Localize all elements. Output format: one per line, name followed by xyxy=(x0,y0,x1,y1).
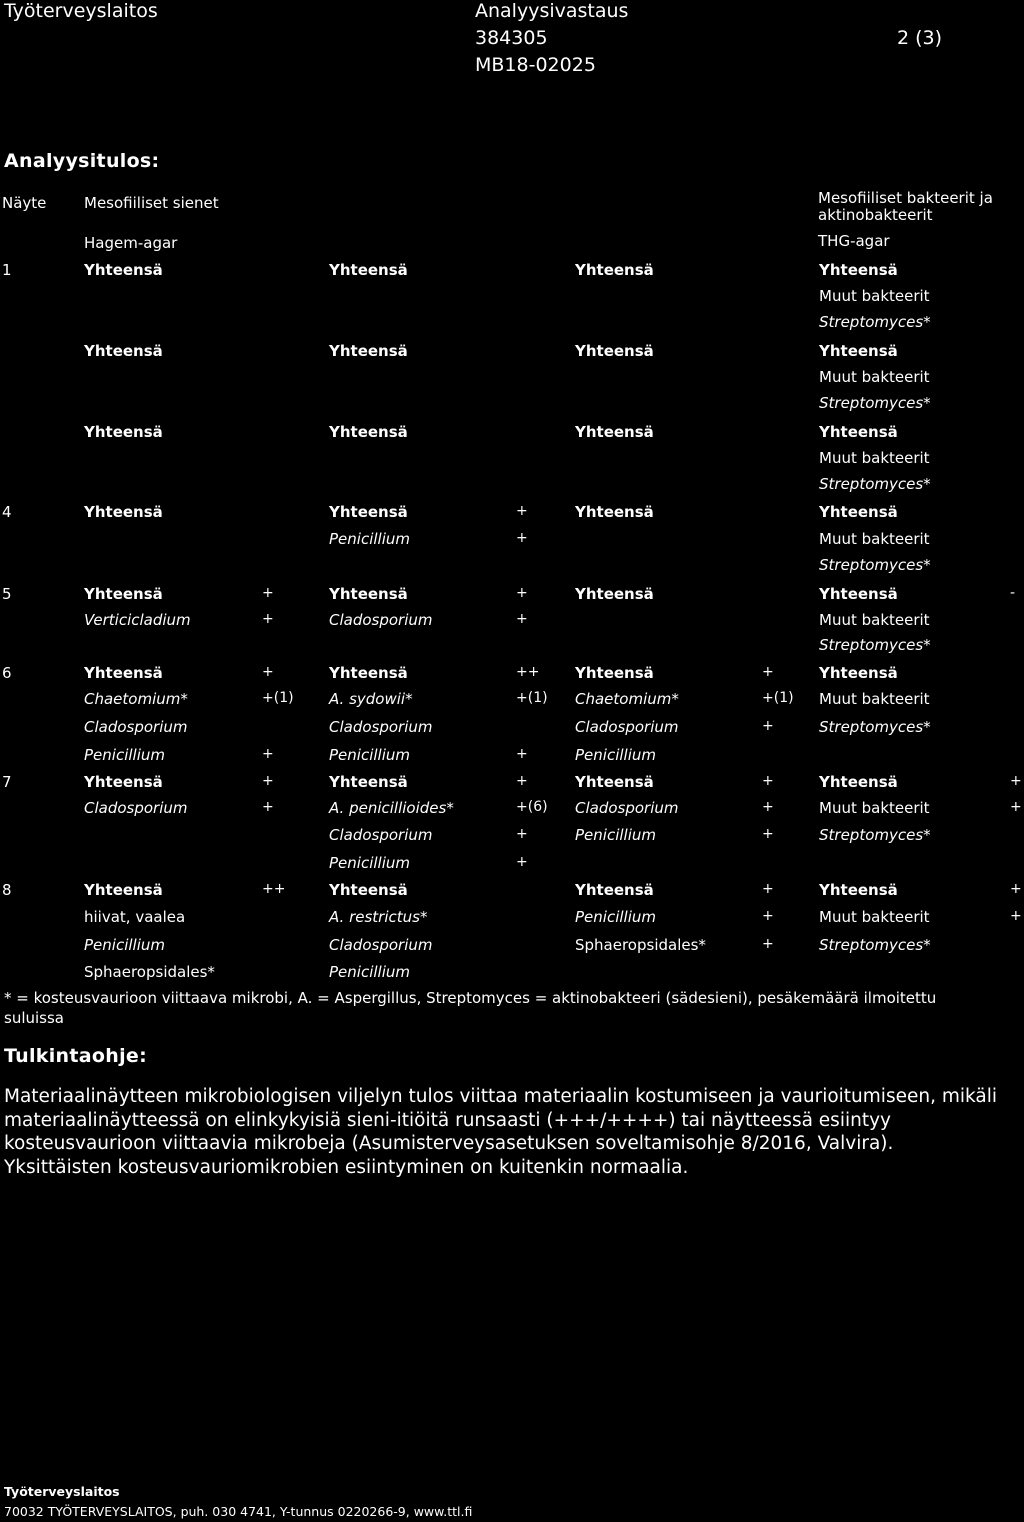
growth-level: + xyxy=(762,881,774,897)
organism-name: Penicillium xyxy=(329,854,410,872)
total-label: Yhteensä xyxy=(575,503,654,521)
growth-level: + xyxy=(516,854,528,870)
growth-level: ++ xyxy=(262,881,286,897)
total-label: Yhteensä xyxy=(329,881,408,899)
organism-name: A. restrictus* xyxy=(329,908,428,926)
sample-number: 8 xyxy=(2,881,12,899)
growth-level: + xyxy=(1010,908,1022,924)
growth-level: +(1) xyxy=(262,690,294,706)
header-number: 384305 xyxy=(475,27,548,49)
organism-name: Muut bakteerit xyxy=(819,611,930,629)
total-label: Yhteensä xyxy=(329,664,408,682)
growth-level: - xyxy=(1010,585,1016,601)
organism-name: Sphaeropsidales* xyxy=(84,963,215,981)
sample-number: 7 xyxy=(2,773,12,791)
total-label: Yhteensä xyxy=(819,881,898,899)
growth-level: + xyxy=(762,799,774,815)
organism-name: Verticicladium xyxy=(84,611,191,629)
organism-name: Penicillium xyxy=(84,746,165,764)
total-label: Yhteensä xyxy=(329,773,408,791)
growth-level: + xyxy=(762,826,774,842)
total-label: Yhteensä xyxy=(84,664,163,682)
organism-name: Streptomyces* xyxy=(819,936,931,954)
total-label: Yhteensä xyxy=(84,881,163,899)
organism-name: Penicillium xyxy=(575,908,656,926)
total-label: Yhteensä xyxy=(819,664,898,682)
growth-level: +(1) xyxy=(762,690,794,706)
growth-level: + xyxy=(262,746,274,762)
interpretation-title: Tulkintaohje: xyxy=(4,1045,147,1067)
organism-name: Cladosporium xyxy=(329,611,433,629)
column-header-bacteria: Mesofiiliset bakteerit ja aktinobakteerit xyxy=(818,189,993,224)
organism-name: Chaetomium* xyxy=(575,690,679,708)
sample-number: 5 xyxy=(2,585,12,603)
growth-level: + xyxy=(262,611,274,627)
total-label: Yhteensä xyxy=(819,423,898,441)
footnote: * = kosteusvaurioon viittaava mikrobi, A. = Aspergillus, Streptomyces = aktinobakteeri (sädesieni), pesäkemäärä ilmoitettu suluissa xyxy=(4,989,937,1027)
total-label: Yhteensä xyxy=(329,261,408,279)
total-label: Yhteensä xyxy=(84,585,163,603)
interpretation-text: Materiaalinäytteen mikrobiologisen viljelyn tulos viittaa materiaalin kostumiseen ja vaurioitumiseen, mikäli materiaalinäytteessä on elinkykyisiä sieni-itiöitä runsaasti (+++/++++) tai näytteessä esiintyy kosteusvaurioon viittaavia mikrobeja (Asumisterveysasetuksen soveltamisohje 8/2016, Valvira). Yksittäisten kosteusvauriomikrobien esiintyminen on kuitenkin normaalia. xyxy=(4,1086,997,1178)
growth-level: + xyxy=(262,773,274,789)
growth-level: + xyxy=(516,530,528,546)
growth-level: + xyxy=(1010,881,1022,897)
total-label: Yhteensä xyxy=(329,585,408,603)
organism-name: Muut bakteerit xyxy=(819,368,930,386)
growth-level: + xyxy=(262,585,274,601)
organism-name: hiivat, vaalea xyxy=(84,908,186,926)
organism-name: Streptomyces* xyxy=(819,313,931,331)
column-header-fungi-medium: Hagem-agar xyxy=(84,234,178,252)
organism-name: Cladosporium xyxy=(329,936,433,954)
growth-level: + xyxy=(762,908,774,924)
total-label: Yhteensä xyxy=(329,423,408,441)
growth-level: +(1) xyxy=(516,690,548,706)
growth-level: + xyxy=(762,718,774,734)
organism-name: Chaetomium* xyxy=(84,690,188,708)
total-label: Yhteensä xyxy=(575,881,654,899)
growth-level: + xyxy=(516,826,528,842)
growth-level: + xyxy=(516,585,528,601)
growth-level: ++ xyxy=(516,664,540,680)
footer-org: Työterveyslaitos xyxy=(4,1484,120,1499)
organism-name: Streptomyces* xyxy=(819,636,931,654)
growth-level: + xyxy=(516,773,528,789)
sample-number: 1 xyxy=(2,261,12,279)
total-label: Yhteensä xyxy=(329,342,408,360)
organism-name: Streptomyces* xyxy=(819,718,931,736)
organism-name: Cladosporium xyxy=(84,718,188,736)
organism-name: Penicillium xyxy=(329,746,410,764)
total-label: Yhteensä xyxy=(84,261,163,279)
organism-name: Sphaeropsidales* xyxy=(575,936,706,954)
column-header-bacteria-medium: THG-agar xyxy=(818,232,890,250)
total-label: Yhteensä xyxy=(819,585,898,603)
header-code: MB18-02025 xyxy=(475,54,596,76)
organism-name: Muut bakteerit xyxy=(819,287,930,305)
total-label: Yhteensä xyxy=(84,773,163,791)
growth-level: + xyxy=(762,936,774,952)
column-header-sample: Näyte xyxy=(2,194,47,212)
section-title: Analyysitulos: xyxy=(4,150,160,172)
organism-name: Muut bakteerit xyxy=(819,530,930,548)
growth-level: + xyxy=(262,799,274,815)
organism-name: Penicillium xyxy=(84,936,165,954)
organism-name: Penicillium xyxy=(575,826,656,844)
organism-name: Muut bakteerit xyxy=(819,449,930,467)
organism-name: Streptomyces* xyxy=(819,556,931,574)
total-label: Yhteensä xyxy=(575,261,654,279)
total-label: Yhteensä xyxy=(575,585,654,603)
total-label: Yhteensä xyxy=(329,503,408,521)
growth-level: + xyxy=(762,664,774,680)
total-label: Yhteensä xyxy=(84,342,163,360)
sample-number: 6 xyxy=(2,664,12,682)
growth-level: + xyxy=(516,503,528,519)
organism-name: Penicillium xyxy=(329,530,410,548)
growth-level: + xyxy=(1010,799,1022,815)
column-header-fungi: Mesofiiliset sienet xyxy=(84,194,219,212)
total-label: Yhteensä xyxy=(819,773,898,791)
organism-name: Cladosporium xyxy=(329,826,433,844)
footer-details: 70032 TYÖTERVEYSLAITOS, puh. 030 4741, Y-tunnus 0220266-9, www.ttl.fi xyxy=(4,1504,473,1519)
growth-level: + xyxy=(516,746,528,762)
total-label: Yhteensä xyxy=(819,261,898,279)
organism-name: Muut bakteerit xyxy=(819,799,930,817)
total-label: Yhteensä xyxy=(575,773,654,791)
organism-name: A. sydowii* xyxy=(329,690,413,708)
organism-name: Penicillium xyxy=(329,963,410,981)
organism-name: Cladosporium xyxy=(575,799,679,817)
organism-name: Cladosporium xyxy=(575,718,679,736)
total-label: Yhteensä xyxy=(575,342,654,360)
organism-name: Muut bakteerit xyxy=(819,690,930,708)
organism-name: Streptomyces* xyxy=(819,475,931,493)
organism-name: Streptomyces* xyxy=(819,826,931,844)
organism-name: Streptomyces* xyxy=(819,394,931,412)
organism-name: Muut bakteerit xyxy=(819,908,930,926)
growth-level: + xyxy=(262,664,274,680)
total-label: Yhteensä xyxy=(819,503,898,521)
sample-number: 4 xyxy=(2,503,12,521)
growth-level: + xyxy=(762,773,774,789)
header-org: Työterveyslaitos xyxy=(4,0,158,22)
growth-level: + xyxy=(516,611,528,627)
organism-name: Cladosporium xyxy=(84,799,188,817)
organism-name: Penicillium xyxy=(575,746,656,764)
growth-level: + xyxy=(1010,773,1022,789)
organism-name: A. penicillioides* xyxy=(329,799,454,817)
total-label: Yhteensä xyxy=(84,423,163,441)
organism-name: Cladosporium xyxy=(329,718,433,736)
total-label: Yhteensä xyxy=(575,664,654,682)
total-label: Yhteensä xyxy=(84,503,163,521)
total-label: Yhteensä xyxy=(819,342,898,360)
header-doc-type: Analyysivastaus xyxy=(475,0,629,22)
header-page: 2 (3) xyxy=(897,27,943,49)
growth-level: +(6) xyxy=(516,799,548,815)
total-label: Yhteensä xyxy=(575,423,654,441)
